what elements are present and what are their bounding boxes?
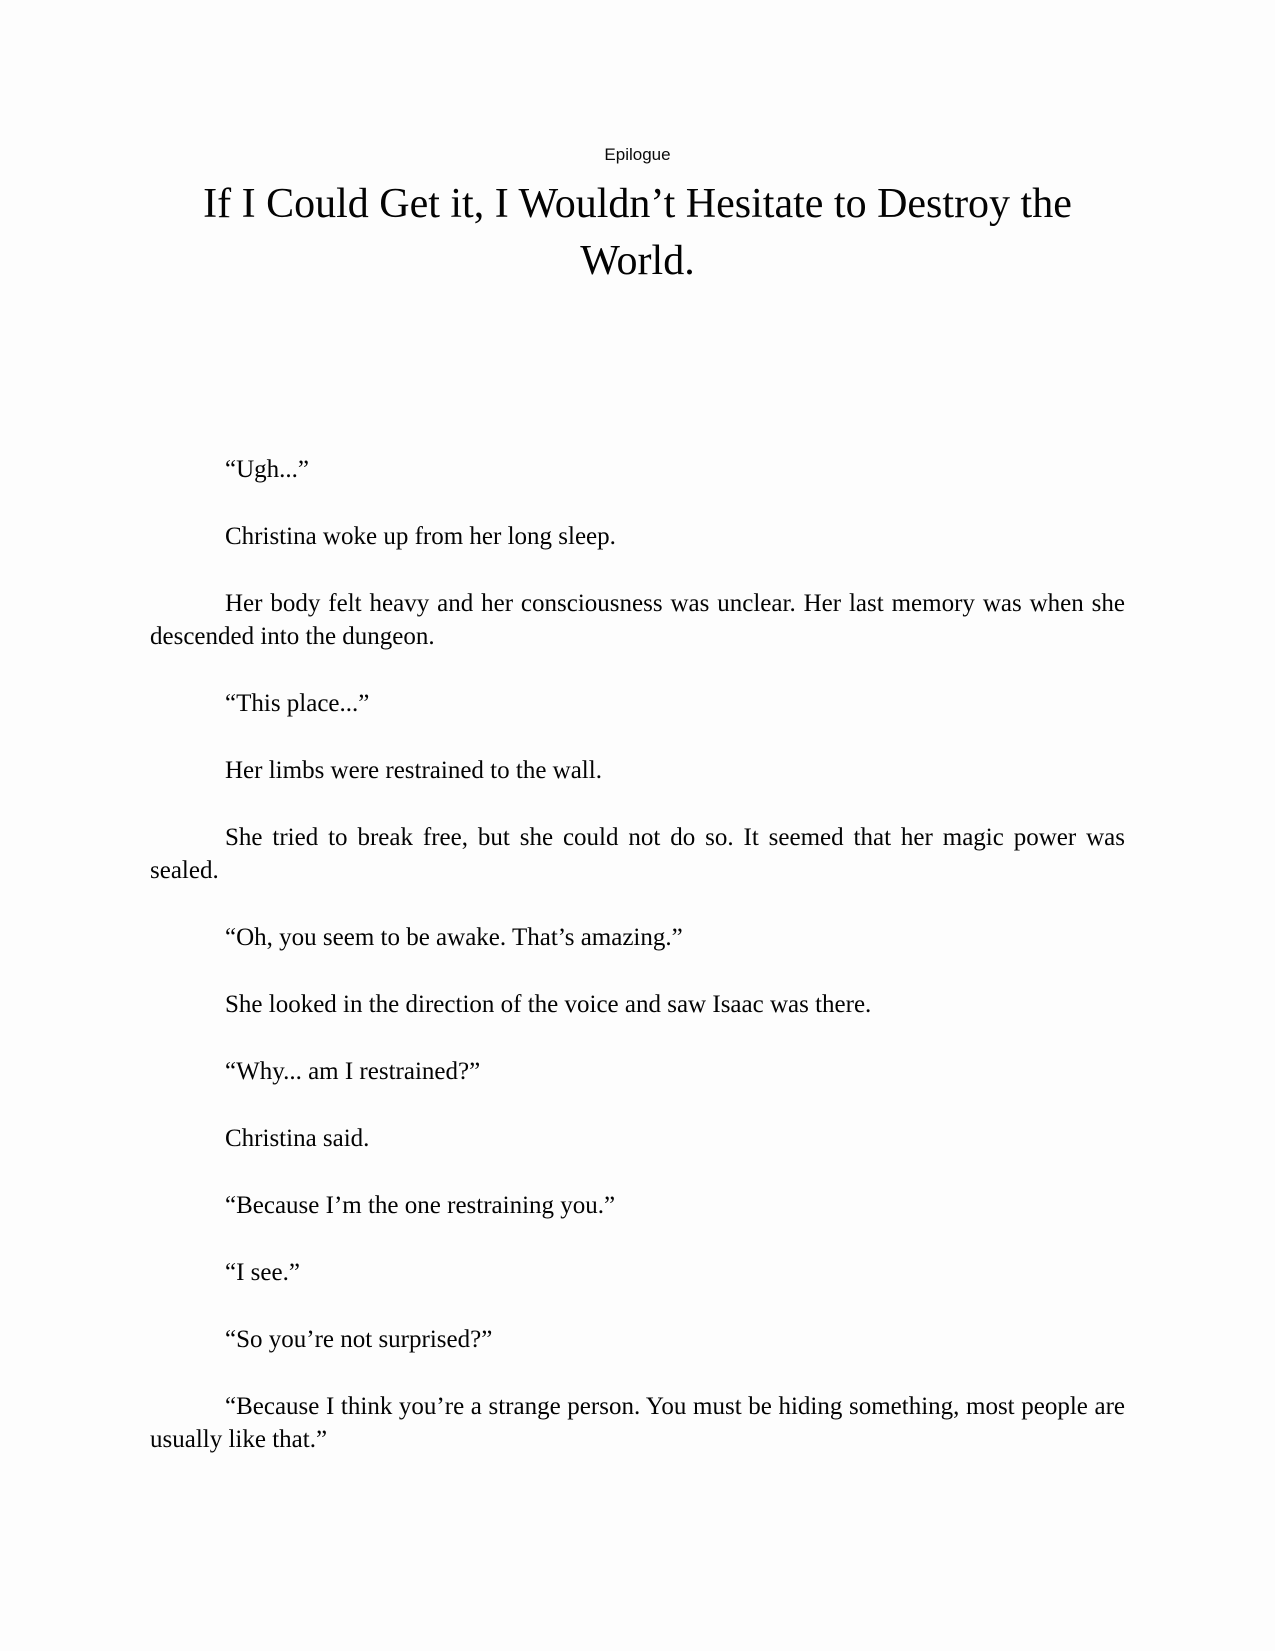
paragraph: Christina woke up from her long sleep. xyxy=(225,523,616,550)
chapter-title: If I Could Get it, I Wouldn’t Hesitate to Destroy the World. xyxy=(203,181,1072,284)
paragraph: “Oh, you seem to be awake. That’s amazing.” xyxy=(225,924,683,951)
paragraph: “Because I’m the one restraining you.” xyxy=(225,1192,616,1219)
paragraph: Christina said. xyxy=(225,1125,370,1152)
paragraph: “Ugh...” xyxy=(225,456,309,483)
paragraph: She looked in the direction of the voice and saw Isaac was there. xyxy=(225,991,872,1018)
paragraph: “Why... am I restrained?” xyxy=(225,1058,481,1085)
paragraph: “So you’re not surprised?” xyxy=(225,1326,493,1353)
paragraph: “This place...” xyxy=(225,690,370,717)
paragraph: Her limbs were restrained to the wall. xyxy=(225,757,602,784)
paragraph: “I see.” xyxy=(225,1259,300,1286)
story-body xyxy=(150,453,1125,1456)
chapter-kicker: Epilogue xyxy=(604,145,671,164)
paragraph: “Because I think you’re a strange person. You must be hiding something, most people are usually like that.” xyxy=(150,1393,1125,1453)
paragraph: She tried to break free, but she could not do so. It seemed that her magic power was sealed. xyxy=(150,824,1125,884)
paragraph: Her body felt heavy and her consciousness was unclear. Her last memory was when she descended into the dungeon. xyxy=(150,590,1125,650)
